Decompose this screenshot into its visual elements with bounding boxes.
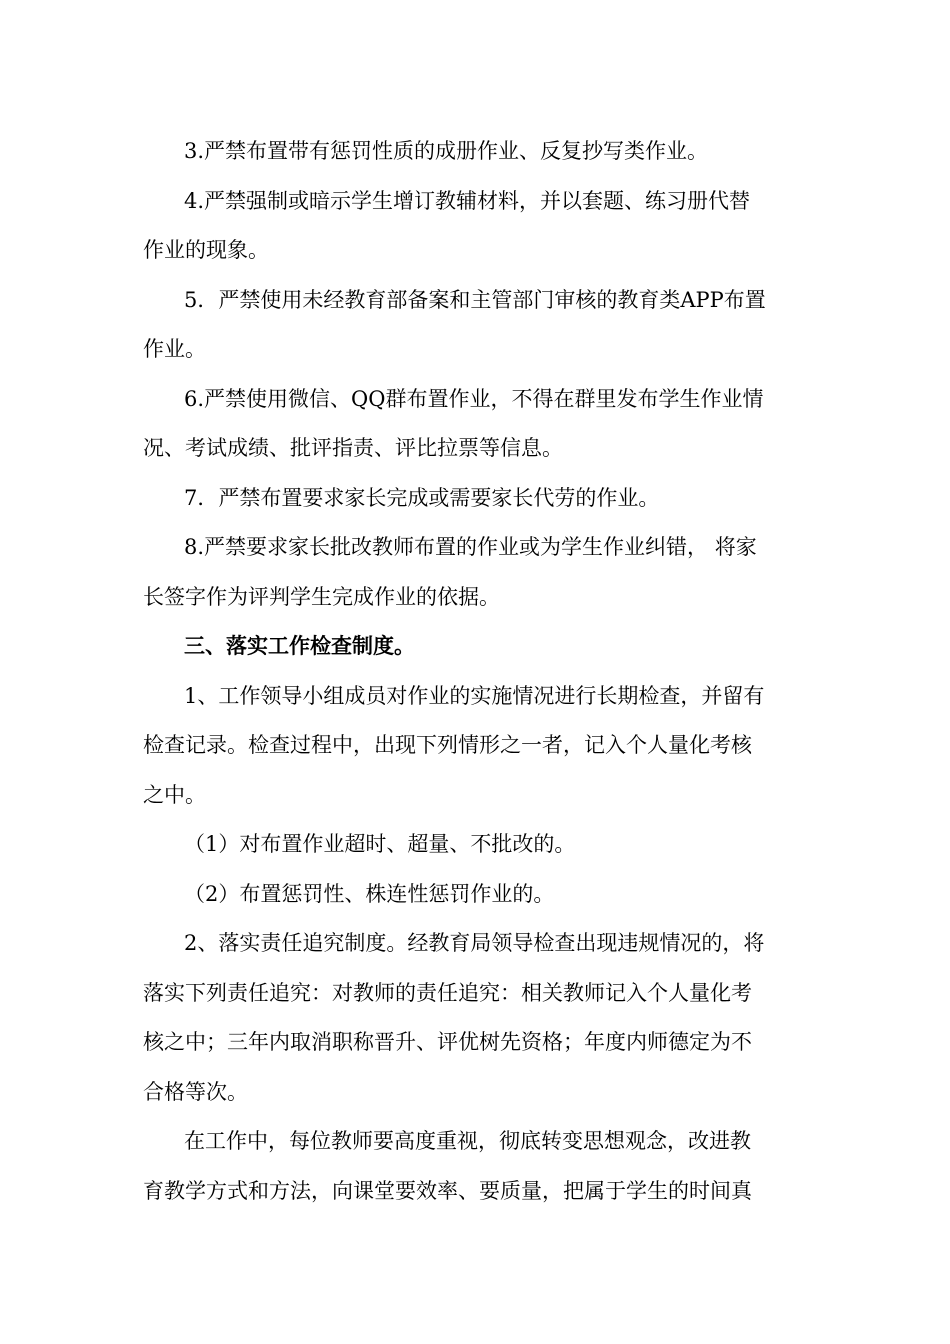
paragraph-line: 育教学方式和方法，向课堂要效率、要质量，把属于学生的时间真: [143, 1179, 752, 1203]
paragraph-line: 作业的现象。: [143, 238, 269, 262]
paragraph-line: 核之中；三年内取消职称晋升、评优树先资格；年度内师德定为不: [143, 1030, 752, 1054]
paragraph-line: 在工作中，每位教师要高度重视，彻底转变思想观念，改进教: [184, 1129, 751, 1153]
paragraph-line: 检查记录。检查过程中，出现下列情形之一者，记入个人量化考核: [143, 733, 752, 757]
paragraph-line: 作业。: [143, 337, 206, 361]
section-heading: 三、落实工作检查制度。: [184, 633, 415, 658]
paragraph-line: 长签字作为评判学生完成作业的依据。: [143, 585, 500, 609]
paragraph-line: 况、考试成绩、批评指责、评比拉票等信息。: [143, 436, 563, 460]
list-item: （1）对布置作业超时、超量、不批改的。: [184, 832, 576, 856]
list-item: （2）布置惩罚性、株连性惩罚作业的。: [184, 882, 555, 906]
paragraph-line: 7．严禁布置要求家长完成或需要家长代劳的作业。: [184, 486, 660, 510]
paragraph-line: 之中。: [143, 783, 206, 807]
paragraph-line: 8.严禁要求家长批改教师布置的作业或为学生作业纠错， 将家: [184, 535, 757, 559]
paragraph-line: 1、工作领导小组成员对作业的实施情况进行长期检查，并留有: [184, 684, 765, 708]
paragraph-line: 合格等次。: [143, 1080, 248, 1104]
paragraph-line: 4.严禁强制或暗示学生增订教辅材料，并以套题、练习册代替: [184, 189, 751, 213]
paragraph-line: 落实下列责任追究：对教师的责任追究：相关教师记入个人量化考: [143, 981, 752, 1005]
paragraph-line: 6.严禁使用微信、QQ群布置作业，不得在群里发布学生作业情: [184, 387, 764, 411]
paragraph-line: 5．严禁使用未经教育部备案和主管部门审核的教育类APP布置: [184, 288, 766, 312]
paragraph-line: 2、落实责任追究制度。经教育局领导检查出现违规情况的，将: [184, 931, 765, 955]
paragraph-line: 3.严禁布置带有惩罚性质的成册作业、反复抄写类作业。: [184, 139, 709, 163]
